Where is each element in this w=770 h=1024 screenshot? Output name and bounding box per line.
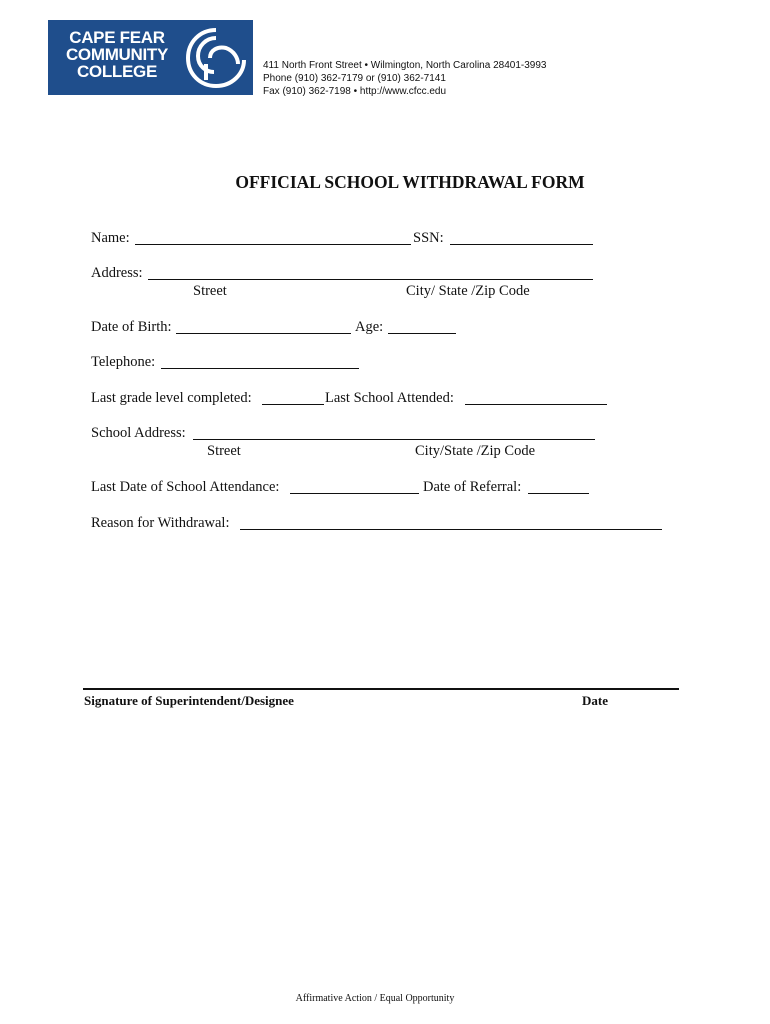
- school-address-field[interactable]: [193, 439, 595, 440]
- ssn-label: SSN:: [413, 230, 444, 246]
- logo-line-1: CAPE FEAR: [69, 28, 165, 47]
- reason-field[interactable]: [240, 529, 662, 530]
- last-grade-label: Last grade level completed:: [91, 390, 252, 406]
- school-street-caption: Street: [207, 443, 241, 459]
- signature-date-label: Date: [582, 693, 608, 708]
- address-line-1: 411 North Front Street • Wilmington, North Carolina 28401-3993: [263, 60, 547, 71]
- signature-label: Signature of Superintendent/Designee: [84, 693, 294, 708]
- telephone-field[interactable]: [161, 368, 359, 369]
- school-address-label: School Address:: [91, 425, 186, 441]
- logo-wordmark: [58, 29, 176, 80]
- last-attendance-label: Last Date of School Attendance:: [91, 479, 280, 495]
- signature-line[interactable]: [83, 688, 679, 690]
- logo-line-2: COMMUNITY: [65, 45, 169, 64]
- dob-label: Date of Birth:: [91, 319, 172, 335]
- referral-label: Date of Referral:: [423, 479, 522, 495]
- age-label: Age:: [355, 319, 384, 335]
- address-city-caption: City/ State /Zip Code: [406, 283, 530, 299]
- referral-field[interactable]: [528, 493, 589, 494]
- logo-swirl-icon: [180, 24, 250, 92]
- school-city-caption: City/State /Zip Code: [415, 443, 536, 459]
- address-street-caption: Street: [193, 283, 227, 299]
- age-field[interactable]: [388, 333, 456, 334]
- address-label: Address:: [91, 265, 143, 281]
- address-line-3: Fax (910) 362-7198 • http://www.cfcc.edu: [263, 86, 447, 97]
- address-line-2: Phone (910) 362-7179 or (910) 362-7141: [263, 73, 446, 84]
- last-school-label: Last School Attended:: [325, 390, 454, 406]
- last-school-field[interactable]: [465, 404, 607, 405]
- telephone-label: Telephone:: [91, 354, 156, 370]
- footer-text: Affirmative Action / Equal Opportunity: [295, 993, 455, 1004]
- logo-line-3: COLLEGE: [76, 62, 158, 81]
- ssn-field[interactable]: [450, 244, 593, 245]
- last-attendance-field[interactable]: [290, 493, 419, 494]
- name-label: Name:: [91, 230, 130, 246]
- college-logo: [48, 20, 253, 95]
- dob-field[interactable]: [176, 333, 351, 334]
- last-grade-field[interactable]: [262, 404, 324, 405]
- form-title: OFFICIAL SCHOOL WITHDRAWAL FORM: [235, 172, 585, 192]
- address-field[interactable]: [148, 279, 593, 280]
- college-address: [263, 59, 546, 98]
- reason-label: Reason for Withdrawal:: [91, 515, 230, 531]
- name-field[interactable]: [135, 244, 411, 245]
